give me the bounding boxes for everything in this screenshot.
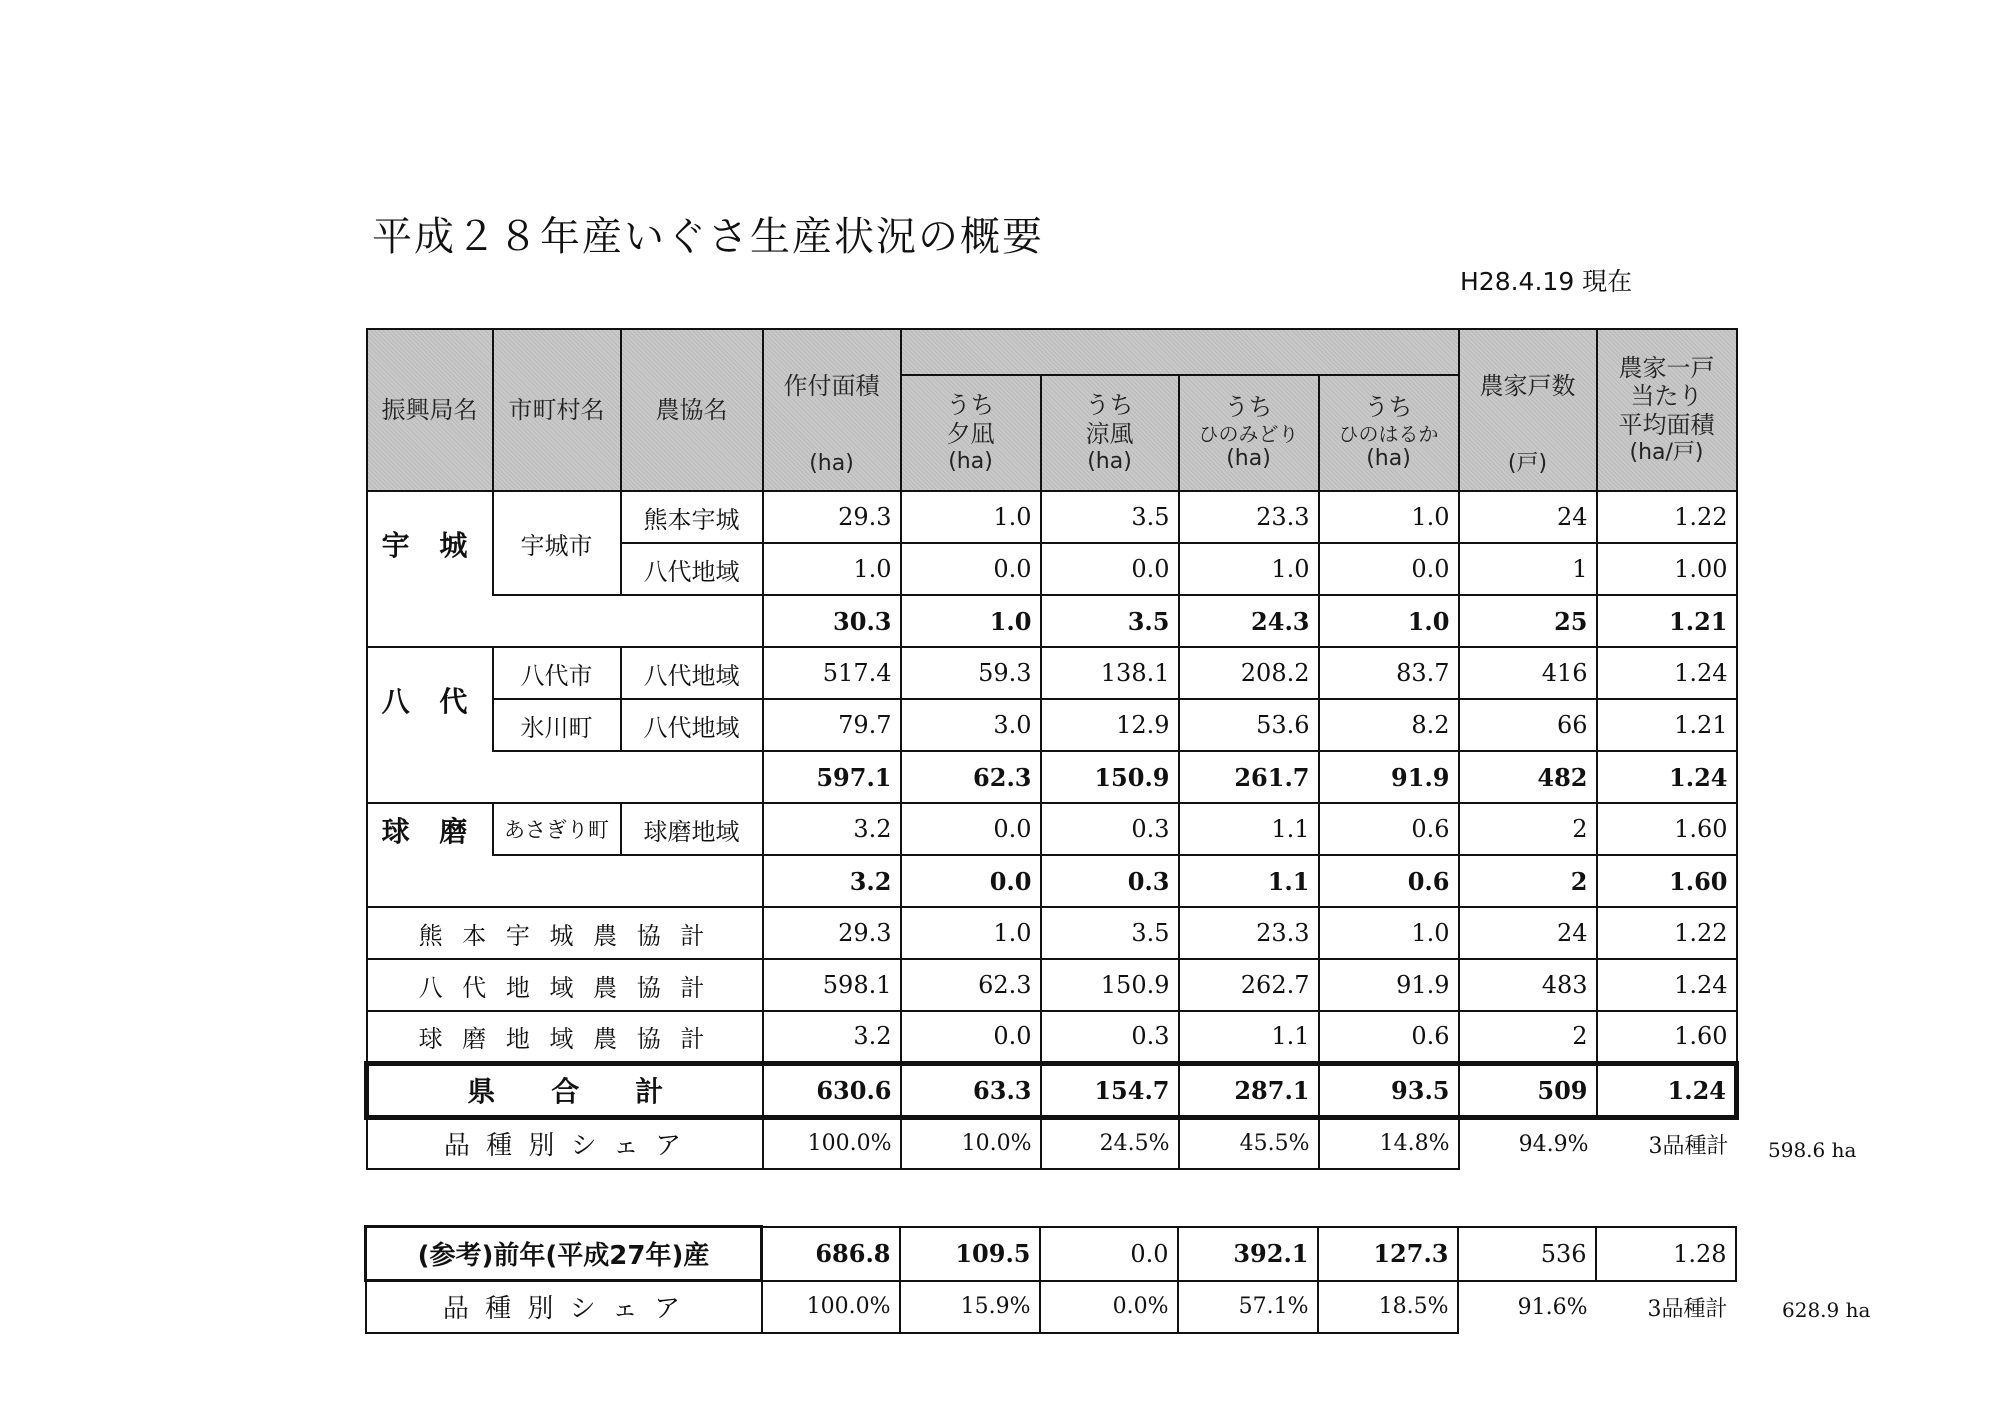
cell-area: 79.7 xyxy=(763,699,901,751)
header-avg-line1: 農家一戸 xyxy=(1618,353,1715,382)
subtotal-spacer xyxy=(367,595,763,647)
cell-households: 25 xyxy=(1459,595,1597,647)
header-suzukaze-line1: うち xyxy=(1085,391,1134,419)
three-variety-share: 94.9% xyxy=(1459,1117,1597,1169)
cell-households: 66 xyxy=(1459,699,1597,751)
cell-hinoharuka: 0.6 xyxy=(1319,855,1459,907)
cell-avg: 1.60 xyxy=(1597,1011,1737,1063)
cell-hinomidori: 1.0 xyxy=(1179,543,1319,595)
cell-hinomidori: 262.7 xyxy=(1179,959,1319,1011)
cell-yuunagi: 1.0 xyxy=(901,491,1041,543)
cell-suzukaze: 0.0% xyxy=(1040,1281,1178,1333)
header-avg-line2: 当たり xyxy=(1630,382,1703,411)
cell-households: 24 xyxy=(1459,491,1597,543)
header-yuunagi-line2: 夕凪 xyxy=(946,419,995,448)
region-name: 八 代 xyxy=(367,647,493,751)
city-name: 氷川町 xyxy=(493,699,621,751)
header-hinomidori-unit: (ha) xyxy=(1226,446,1271,472)
header-households-unit: (戸) xyxy=(1507,450,1548,476)
share-label: 品 種 別 シ ェ ア xyxy=(367,1117,763,1169)
cell-hinomidori: 23.3 xyxy=(1179,491,1319,543)
coop-name: 八代地域 xyxy=(621,647,763,699)
reference-share-label: 品 種 別 シ ェ ア xyxy=(366,1281,762,1333)
cell-hinomidori: 1.1 xyxy=(1179,803,1319,855)
header-hinoharuka-line1: うち xyxy=(1364,393,1413,422)
header-suzukaze-unit: (ha) xyxy=(1087,448,1132,474)
cell-households: 483 xyxy=(1459,959,1597,1011)
cell-hinoharuka: 1.0 xyxy=(1319,491,1459,543)
header-hinomidori-line1: うち xyxy=(1224,393,1273,422)
header-suzukaze-line2: 涼風 xyxy=(1085,419,1134,448)
reference-three-variety-area: 628.9 ha xyxy=(1782,1298,1871,1322)
header-hinoharuka-line2: ひのはるか xyxy=(1338,422,1439,447)
cell-hinomidori: 53.6 xyxy=(1179,699,1319,751)
table-row xyxy=(367,803,1737,855)
coop-name: 八代地域 xyxy=(621,543,763,595)
cell-avg: 1.24 xyxy=(1597,1063,1737,1117)
cell-avg: 1.28 xyxy=(1596,1227,1736,1281)
cell-suzukaze: 3.5 xyxy=(1041,491,1179,543)
cell-hinoharuka: 93.5 xyxy=(1319,1063,1459,1117)
coop-total-row xyxy=(367,959,1737,1011)
header-avg-unit: (ha/戸) xyxy=(1629,440,1704,465)
cell-avg: 1.22 xyxy=(1597,907,1737,959)
cell-hinomidori: 208.2 xyxy=(1179,647,1319,699)
cell-hinoharuka: 8.2 xyxy=(1319,699,1459,751)
cell-hinoharuka: 91.9 xyxy=(1319,959,1459,1011)
header-yuunagi xyxy=(901,375,1041,491)
cell-yuunagi: 0.0 xyxy=(901,1011,1041,1063)
subtotal-row xyxy=(367,595,1737,647)
cell-suzukaze: 12.9 xyxy=(1041,699,1179,751)
cell-households: 2 xyxy=(1459,855,1597,907)
coop-total-label: 熊 本 宇 城 農 協 計 xyxy=(367,907,763,959)
reference-row xyxy=(366,1227,1736,1281)
cell-yuunagi: 109.5 xyxy=(900,1227,1040,1281)
three-variety-label: 3品種計 xyxy=(1648,1133,1729,1159)
reference-label: (参考)前年(平成27年)産 xyxy=(366,1227,762,1281)
subtotal-spacer xyxy=(367,855,763,907)
cell-hinomidori: 1.1 xyxy=(1179,855,1319,907)
cell-hinomidori: 261.7 xyxy=(1179,751,1319,803)
reference-table xyxy=(364,1225,1737,1334)
city-name: 八代市 xyxy=(493,647,621,699)
cell-avg: 1.24 xyxy=(1597,647,1737,699)
header-coop: 農協名 xyxy=(621,329,763,491)
coop-name: 熊本宇城 xyxy=(621,491,763,543)
header-avg xyxy=(1597,329,1737,491)
coop-name: 球磨地域 xyxy=(621,803,763,855)
cell-households: 2 xyxy=(1459,1011,1597,1063)
cell-suzukaze: 138.1 xyxy=(1041,647,1179,699)
header-variety-band xyxy=(901,329,1459,375)
cell-area: 630.6 xyxy=(763,1063,901,1117)
cell-yuunagi: 63.3 xyxy=(901,1063,1041,1117)
cell-avg: 1.24 xyxy=(1597,751,1737,803)
cell-hinoharuka: 18.5% xyxy=(1318,1281,1458,1333)
cell-avg: 1.60 xyxy=(1597,803,1737,855)
header-suzukaze xyxy=(1041,375,1179,491)
header-city: 市町村名 xyxy=(493,329,621,491)
cell-hinoharuka: 91.9 xyxy=(1319,751,1459,803)
cell-households: 24 xyxy=(1459,907,1597,959)
as-of-date: H28.4.19 現在 xyxy=(1460,267,1633,296)
header-yuunagi-line1: うち xyxy=(946,391,995,419)
header-avg-line3: 平均面積 xyxy=(1618,411,1715,440)
cell-suzukaze: 0.3 xyxy=(1041,855,1179,907)
cell-households: 1 xyxy=(1459,543,1597,595)
header-hinomidori-line2: ひのみどり xyxy=(1198,422,1299,447)
cell-hinoharuka: 83.7 xyxy=(1319,647,1459,699)
header-area xyxy=(763,329,901,491)
prefecture-total-label: 県 合 計 xyxy=(367,1063,763,1117)
cell-hinomidori: 287.1 xyxy=(1179,1063,1319,1117)
header-hinoharuka xyxy=(1319,375,1459,491)
three-variety-area: 598.6 ha xyxy=(1768,1138,1857,1162)
cell-area: 29.3 xyxy=(763,491,901,543)
cell-avg: 1.60 xyxy=(1597,855,1737,907)
cell-area: 1.0 xyxy=(763,543,901,595)
cell-suzukaze: 0.3 xyxy=(1041,803,1179,855)
cell-suzukaze: 3.5 xyxy=(1041,907,1179,959)
cell-area: 100.0% xyxy=(762,1281,900,1333)
cell-suzukaze: 150.9 xyxy=(1041,959,1179,1011)
cell-suzukaze: 24.5% xyxy=(1041,1117,1179,1169)
cell-area: 686.8 xyxy=(762,1227,900,1281)
cell-area: 3.2 xyxy=(763,855,901,907)
cell-hinomidori: 1.1 xyxy=(1179,1011,1319,1063)
cell-hinomidori: 57.1% xyxy=(1178,1281,1318,1333)
header-yuunagi-unit: (ha) xyxy=(948,448,993,474)
cell-suzukaze: 154.7 xyxy=(1041,1063,1179,1117)
city-name: 宇城市 xyxy=(493,491,621,595)
cell-yuunagi: 3.0 xyxy=(901,699,1041,751)
cell-hinoharuka: 14.8% xyxy=(1319,1117,1459,1169)
production-table xyxy=(364,328,1739,1170)
page-title: 平成２８年産いぐさ生産状況の概要 xyxy=(372,214,1044,260)
cell-yuunagi: 62.3 xyxy=(901,959,1041,1011)
reference-share-row xyxy=(366,1281,1736,1333)
cell-yuunagi: 10.0% xyxy=(901,1117,1041,1169)
cell-area: 29.3 xyxy=(763,907,901,959)
cell-hinoharuka: 0.6 xyxy=(1319,1011,1459,1063)
coop-name: 八代地域 xyxy=(621,699,763,751)
coop-total-label: 球 磨 地 域 農 協 計 xyxy=(367,1011,763,1063)
header-area-unit: (ha) xyxy=(809,450,854,476)
cell-hinomidori: 45.5% xyxy=(1179,1117,1319,1169)
cell-hinoharuka: 127.3 xyxy=(1318,1227,1458,1281)
cell-hinoharuka: 0.0 xyxy=(1319,543,1459,595)
region-name: 球 磨 xyxy=(367,803,493,855)
cell-households: 509 xyxy=(1459,1063,1597,1117)
header-bureau: 振興局名 xyxy=(367,329,493,491)
subtotal-spacer xyxy=(367,751,763,803)
cell-hinoharuka: 0.6 xyxy=(1319,803,1459,855)
cell-yuunagi: 0.0 xyxy=(901,855,1041,907)
cell-yuunagi: 0.0 xyxy=(901,803,1041,855)
cell-hinoharuka: 1.0 xyxy=(1319,907,1459,959)
cell-yuunagi: 0.0 xyxy=(901,543,1041,595)
header-hinomidori xyxy=(1179,375,1319,491)
cell-yuunagi: 15.9% xyxy=(900,1281,1040,1333)
cell-suzukaze: 150.9 xyxy=(1041,751,1179,803)
cell-households: 482 xyxy=(1459,751,1597,803)
cell-households: 536 xyxy=(1458,1227,1596,1281)
cell-area: 517.4 xyxy=(763,647,901,699)
header-households xyxy=(1459,329,1597,491)
cell-yuunagi: 1.0 xyxy=(901,595,1041,647)
city-name: あさぎり町 xyxy=(493,803,621,855)
prefecture-total-row xyxy=(367,1063,1737,1117)
table-row xyxy=(367,647,1737,699)
cell-area: 3.2 xyxy=(763,803,901,855)
cell-hinomidori: 23.3 xyxy=(1179,907,1319,959)
header-area-label: 作付面積 xyxy=(783,372,880,400)
coop-total-row xyxy=(367,1011,1737,1063)
region-name: 宇 城 xyxy=(367,491,493,595)
cell-area: 30.3 xyxy=(763,595,901,647)
cell-avg: 1.24 xyxy=(1597,959,1737,1011)
cell-suzukaze: 0.0 xyxy=(1040,1227,1178,1281)
cell-area: 100.0% xyxy=(763,1117,901,1169)
header-hinoharuka-unit: (ha) xyxy=(1366,446,1411,472)
three-variety-label: 3品種計 xyxy=(1647,1296,1728,1322)
cell-suzukaze: 3.5 xyxy=(1041,595,1179,647)
cell-area: 3.2 xyxy=(763,1011,901,1063)
cell-area: 597.1 xyxy=(763,751,901,803)
coop-total-row xyxy=(367,907,1737,959)
cell-households: 416 xyxy=(1459,647,1597,699)
cell-suzukaze: 0.3 xyxy=(1041,1011,1179,1063)
cell-hinomidori: 24.3 xyxy=(1179,595,1319,647)
cell-suzukaze: 0.0 xyxy=(1041,543,1179,595)
share-row xyxy=(367,1117,1737,1169)
cell-hinomidori: 392.1 xyxy=(1178,1227,1318,1281)
coop-total-label: 八 代 地 域 農 協 計 xyxy=(367,959,763,1011)
cell-yuunagi: 59.3 xyxy=(901,647,1041,699)
cell-yuunagi: 1.0 xyxy=(901,907,1041,959)
subtotal-row xyxy=(367,751,1737,803)
subtotal-row xyxy=(367,855,1737,907)
cell-yuunagi: 62.3 xyxy=(901,751,1041,803)
header-households-label: 農家戸数 xyxy=(1479,372,1576,400)
cell-avg: 1.00 xyxy=(1597,543,1737,595)
cell-avg: 1.21 xyxy=(1597,699,1737,751)
three-variety-share: 91.6% xyxy=(1517,1294,1588,1320)
table-row xyxy=(367,699,1737,751)
cell-avg: 1.22 xyxy=(1597,491,1737,543)
table-row xyxy=(367,491,1737,543)
cell-avg: 1.21 xyxy=(1597,595,1737,647)
cell-area: 598.1 xyxy=(763,959,901,1011)
cell-households: 2 xyxy=(1459,803,1597,855)
cell-hinoharuka: 1.0 xyxy=(1319,595,1459,647)
